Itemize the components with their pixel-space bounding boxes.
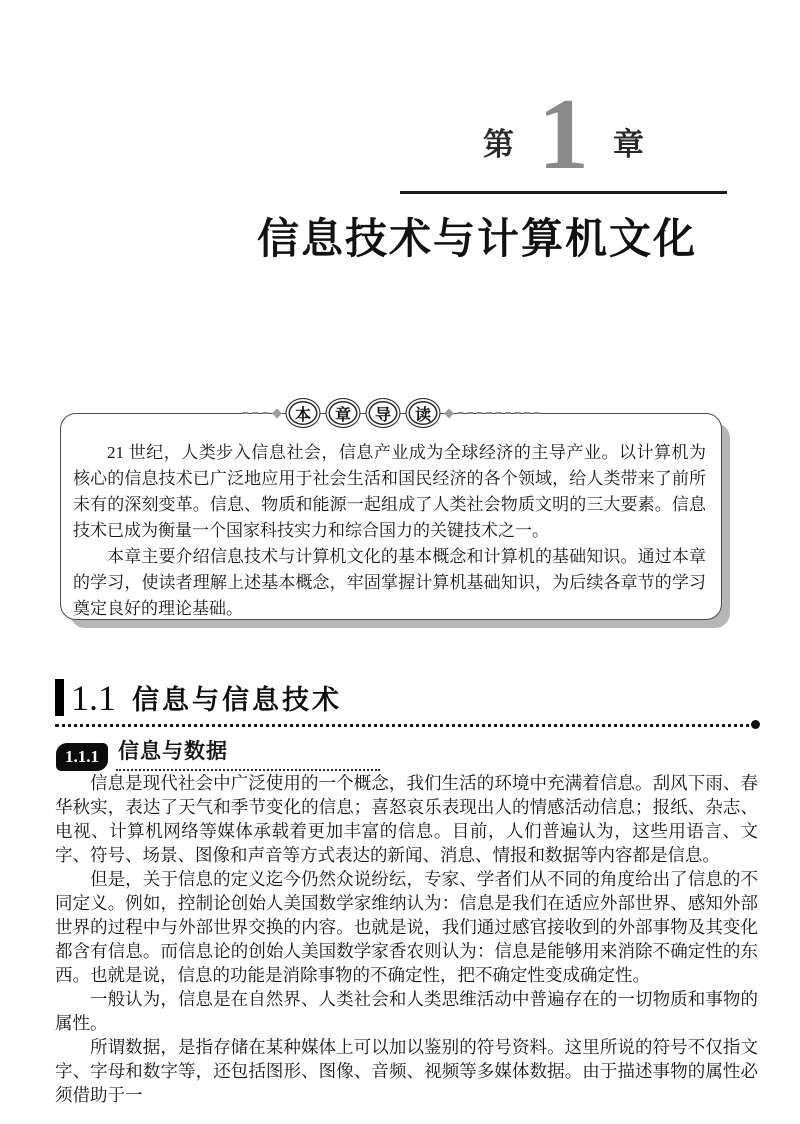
dotted-rule-end-dot	[751, 720, 760, 729]
subsection-number-badge: 1.1.1	[56, 743, 108, 771]
body-paragraph: 但是，关于信息的定义迄今仍然众说纷纭，专家、学者们从不同的角度给出了信息的不同定义。例如，控制论创始人美国数学家维纳认为：信息是我们在适应外部世界、感知外部世界的过程中与外部世界交换的内容。也就是说，我们通过感官接收到的外部事物及其变化都含有信息。而信息论的创始人美国数学家香农则认为：信息是能够用来消除不确定性的东西。也就是说，信息的功能是消除事物的不确定性，把不确定性变成确定性。	[55, 869, 758, 985]
badge-dash-left	[243, 412, 269, 414]
body-paragraph: 一般认为，信息是在自然界、人类社会和人类思维活动中普遍存在的一切物质和事物的属性。	[55, 989, 758, 1033]
section-title: 信息与信息技术	[132, 685, 342, 715]
guide-paragraph: 21 世纪，人类步入信息社会，信息产业成为全球经济的主导产业。以计算机为核心的信息技术已广泛地应用于社会生活和国民经济的各个领域，给人类带来了前所未有的深刻变革。信息、物质和能源一起组成了人类社会物质文明的三大要素。信息技术已成为衡量一个国家科技实力和综合国力的关键技术之一。	[73, 443, 706, 540]
subsection-title: 信息与数据	[116, 735, 380, 771]
chapter-guide-box	[60, 406, 722, 620]
guide-badge-char: 本	[294, 406, 311, 424]
badge-dash-right	[458, 412, 540, 414]
chapter-prefix: 第	[483, 127, 514, 162]
diamond-icon	[444, 408, 454, 418]
section-heading	[55, 678, 757, 727]
section-heading-bar	[55, 679, 64, 716]
chapter-title: 信息技术与计算机文化	[256, 217, 697, 263]
chapter-number: 1	[538, 78, 589, 191]
chapter-suffix: 章	[613, 127, 644, 162]
guide-badge-char: 读	[414, 406, 431, 424]
subsection-heading	[56, 735, 380, 771]
body-paragraph: 信息是现代社会中广泛使用的一个概念，我们生活的环境中充满着信息。刮风下雨、春华秋实，表达了天气和季节变化的信息；喜怒哀乐表现出人的情感活动信息；报纸、杂志、电视、计算机网络等媒体承载着更加丰富的信息。目前，人们普遍认为，这些用语言、文字、符号、场景、图像和声音等方式表达的新闻、消息、情报和数据等内容都是信息。	[55, 773, 758, 865]
guide-badge-char-oval	[366, 398, 401, 428]
guide-badge-char-oval	[406, 398, 441, 428]
guide-badge	[243, 398, 540, 428]
guide-badge-char-oval	[326, 398, 361, 428]
guide-badge-char-oval	[286, 398, 321, 428]
chapter-heading	[400, 78, 727, 191]
diamond-icon	[272, 408, 282, 418]
section-number: 1.1	[71, 677, 116, 718]
body-paragraph: 所谓数据，是指存储在某种媒体上可以加以鉴别的符号资料。这里所说的符号不仅指文字、字母和数字等，还包括图形、图像、音频、视频等多媒体数据。由于描述事物的属性必须借助于一	[55, 1037, 758, 1105]
guide-paragraph: 本章主要介绍信息技术与计算机文化的基本概念和计算机的基础知识。通过本章的学习，使读者理解上述基本概念，牢固掌握计算机基础知识，为后续各章节的学习奠定良好的理论基础。	[73, 547, 706, 618]
body-text	[55, 771, 758, 1107]
guide-badge-char: 章	[334, 406, 351, 424]
guide-badge-char: 导	[374, 406, 391, 424]
chapter-rule	[400, 191, 727, 194]
